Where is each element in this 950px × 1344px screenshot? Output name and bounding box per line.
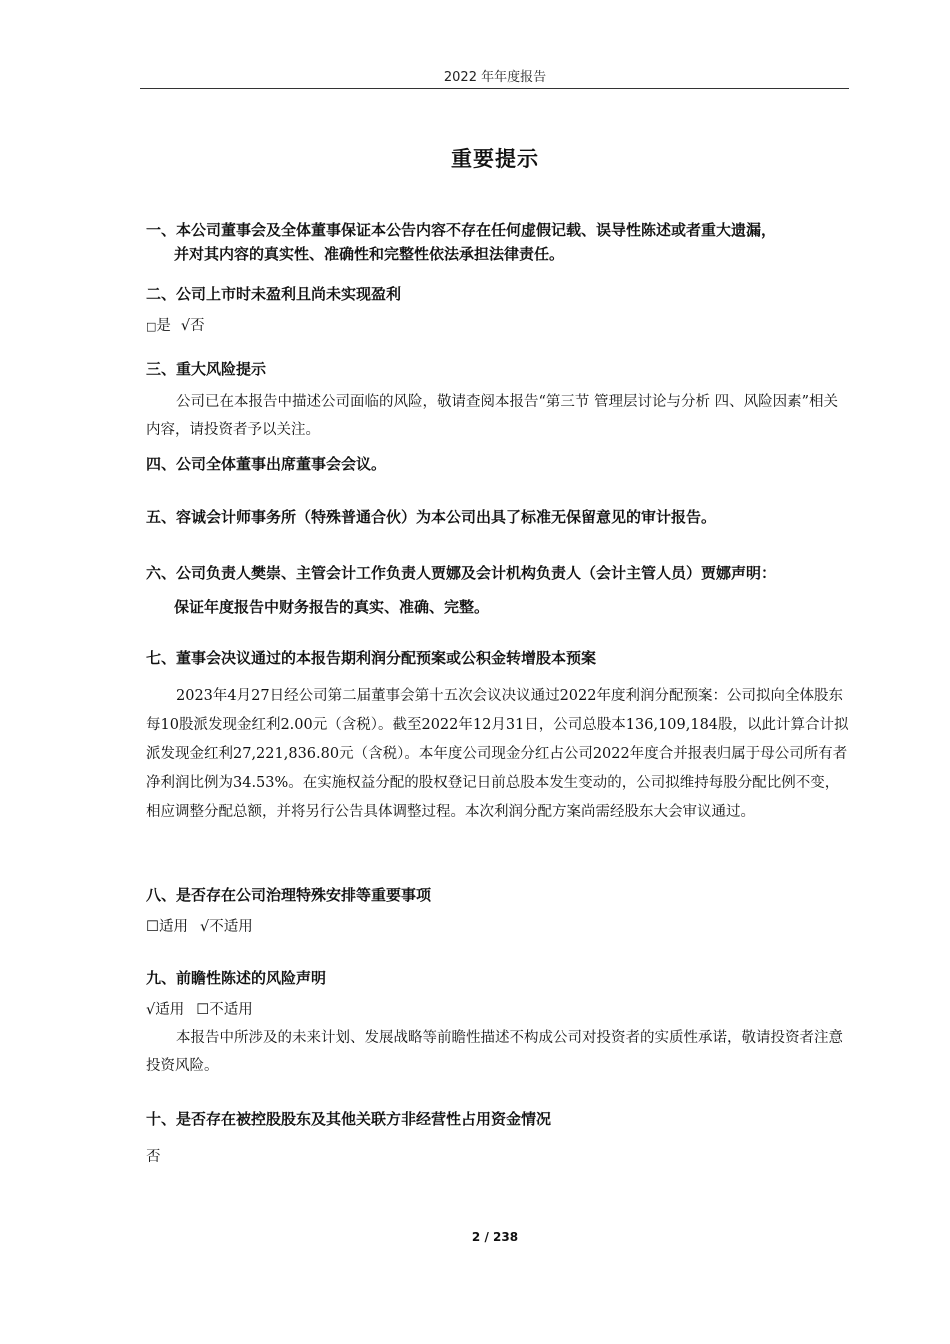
section-3-heading: 三、重大风险提示 — [146, 360, 267, 378]
section-9-body: 本报告中所涉及的未来计划、发展战略等前瞻性描述不构成公司对投资者的实质性承诺，敬请投资者注意投资风险。 — [146, 1030, 843, 1074]
section-4-heading: 四、公司全体董事出席董事会会议。 — [146, 455, 387, 473]
section-9-heading: 九、前瞻性陈述的风险声明 — [146, 969, 327, 987]
checkbox-icon: ☐ — [146, 919, 159, 935]
section-10-heading: 十、是否存在被控股股东及其他关联方非经营性占用资金情况 — [146, 1110, 552, 1128]
section-6-line-2: 保证年度报告中财务报告的真实、准确、完整。 — [174, 598, 490, 616]
section-10-answer: 否 — [146, 1149, 161, 1165]
checkbox-icon: ☐ — [196, 1002, 210, 1018]
option-not-applicable-label: 不适用 — [209, 919, 253, 935]
section-1-line-2: 并对其内容的真实性、准确性和完整性依法承担法律责任。 — [174, 245, 565, 263]
page-title: 重要提示 — [451, 147, 539, 171]
checkbox-icon: □ — [146, 320, 157, 333]
section-7-heading: 七、董事会决议通过的本报告期利润分配预案或公积金转增股本预案 — [146, 649, 597, 667]
option-applicable-label: 适用 — [155, 1002, 185, 1018]
section-8-options — [146, 916, 259, 938]
section-2-options — [146, 315, 211, 338]
section-9-options — [146, 999, 259, 1021]
checkmark-icon: √ — [200, 919, 210, 935]
section-1-heading — [146, 218, 776, 266]
option-applicable-label: 适用 — [159, 919, 188, 935]
page-number: 2 / 238 — [471, 1230, 519, 1244]
section-1-line-1: 一、本公司董事会及全体董事保证本公告内容不存在任何虚假记载、误导性陈述或者重大遗漏， — [146, 221, 777, 239]
report-header-title: 2022 年年度报告 — [443, 70, 547, 85]
checkmark-icon: √ — [146, 1002, 156, 1018]
section-3-body: 公司已在本报告中描述公司面临的风险，敬请查阅本报告“第三节 管理层讨论与分析 四、风险因素”相关内容，请投资者予以关注。 — [146, 394, 839, 438]
section-7-body: 2023年4月27日经公司第二届董事会第十五次会议决议通过2022年度利润分配预案：公司拟向全体股东每10股派发现金红利2.00元（含税）。截至2022年12月31日，公司总股本136,109,184股，以此计算合计拟派发现金红利27,221,836.80元（含税）。本年度公司现金分红占公司2022年度合并报表归属于母公司所有者净利润比例为34.53%。在实施权益分配的股权登记日前总股本发生变动的，公司拟维持每股分配比例不变，相应调整分配总额，并将另行公告具体调整过程。本次利润分配方案尚需经股东大会审议通过。 — [146, 688, 849, 820]
section-5-heading: 五、容诚会计师事务所（特殊普通合伙）为本公司出具了标准无保留意见的审计报告。 — [146, 508, 717, 526]
section-6-line-1: 六、公司负责人樊崇、主管会计工作负责人贾娜及会计机构负责人（会计主管人员）贾娜声明： — [146, 564, 777, 582]
section-2-heading: 二、公司上市时未盈利且尚未实现盈利 — [146, 285, 402, 303]
header-divider — [140, 88, 849, 89]
checkmark-icon: √ — [180, 318, 191, 334]
section-6-heading — [146, 556, 776, 624]
option-yes-label: 是 — [156, 318, 171, 334]
section-8-heading: 八、是否存在公司治理特殊安排等重要事项 — [146, 886, 432, 904]
option-no-label: 否 — [190, 318, 205, 334]
option-not-applicable-label: 不适用 — [209, 1002, 253, 1018]
